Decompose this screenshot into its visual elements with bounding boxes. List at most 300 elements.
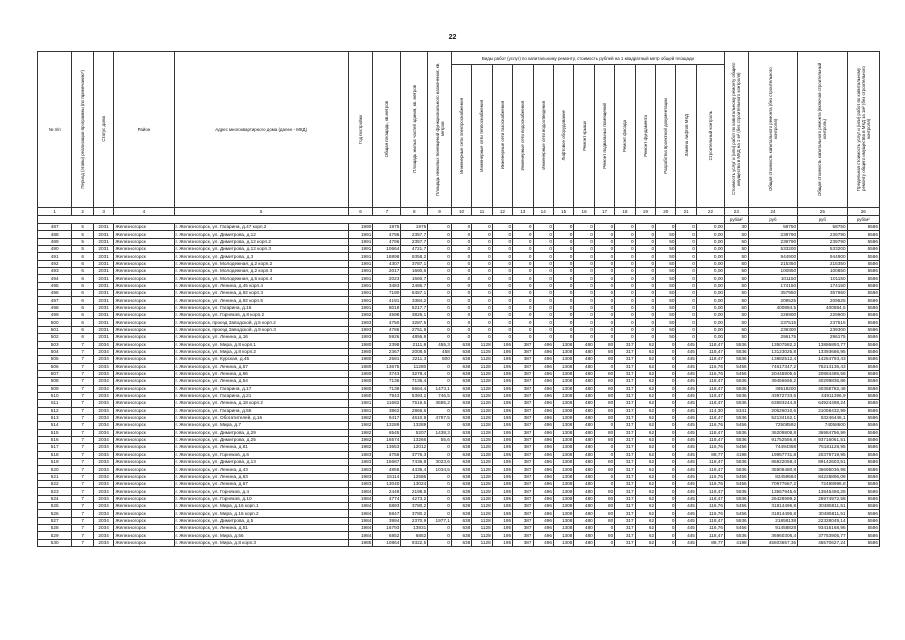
- table-cell: г. Железногорск, ул. Горняков, д.8 корп.2: [174, 312, 348, 319]
- table-cell: 5586: [847, 224, 879, 231]
- table-cell: г. Железногорск, ул. Ленина, д.43: [174, 466, 348, 473]
- table-cell: 0: [615, 275, 635, 282]
- table-cell: 0: [574, 260, 594, 267]
- table-cell: 13289: [373, 422, 401, 429]
- table-cell: 62: [635, 356, 655, 363]
- table-cell: Железногорск: [114, 246, 174, 253]
- table-cell: 62: [635, 400, 655, 407]
- table-cell: 0: [635, 290, 655, 297]
- table-cell: 0: [635, 319, 655, 326]
- table-cell: 0: [594, 224, 614, 231]
- table-cell: 7: [72, 436, 94, 443]
- table-cell: Железногорск: [114, 429, 174, 436]
- table-cell: 0: [574, 326, 594, 333]
- table-cell: 0: [553, 319, 573, 326]
- header-work-11: Разработка проектной документации: [656, 65, 676, 208]
- table-cell: 16574: [373, 436, 401, 443]
- table-cell: 116,76: [696, 481, 724, 488]
- table-cell: 5586: [847, 246, 879, 253]
- table-cell: 496: [533, 503, 553, 510]
- table-cell: 5: [72, 224, 94, 231]
- table-cell: 1983: [348, 481, 373, 488]
- table-cell: 5536: [725, 341, 749, 348]
- table-cell: 62: [635, 429, 655, 436]
- table-cell: 5847: [373, 510, 401, 517]
- table-cell: г. Железногорск, ул. Гагарина, д.21: [174, 392, 348, 399]
- table-cell: г. Железногорск, ул. Димитрова, д.3: [174, 253, 348, 260]
- table-cell: 2034: [93, 341, 113, 348]
- table-cell: 195: [492, 422, 512, 429]
- table-cell: 5586: [847, 238, 879, 245]
- table-cell: г. Железногорск, ул. Гагарина, д.16: [174, 304, 348, 311]
- table-cell: 4786: [373, 326, 401, 333]
- table-cell: 0: [513, 326, 533, 333]
- table-cell: 5536: [725, 436, 749, 443]
- table-cell: 86822058,4: [748, 459, 797, 466]
- table-row: [38, 510, 880, 517]
- table-cell: 0,00: [696, 290, 724, 297]
- table-cell: 62: [635, 407, 655, 414]
- table-cell: 1128: [472, 488, 492, 495]
- table-cell: 80: [594, 407, 614, 414]
- table-cell: 7: [72, 429, 94, 436]
- table-cell: 0: [553, 326, 573, 333]
- table-cell: 5: [72, 246, 94, 253]
- table-cell: 0: [656, 392, 676, 399]
- table-cell: 58750: [798, 224, 847, 231]
- table-cell: 7: [72, 414, 94, 421]
- table-cell: 0: [428, 481, 452, 488]
- header-living-area: Площадь жилых частей здания, кв. метров: [401, 52, 428, 208]
- table-cell: 1980: [348, 378, 373, 385]
- table-cell: 0: [594, 304, 614, 311]
- table-cell: 0: [594, 326, 614, 333]
- table-cell: 13675: [373, 363, 401, 370]
- table-cell: 1982: [348, 429, 373, 436]
- table-cell: 480: [574, 392, 594, 399]
- table-cell: 237515: [748, 319, 797, 326]
- table-cell: 521: [38, 473, 72, 480]
- table-cell: 638: [451, 370, 471, 377]
- table-cell: 239300: [748, 326, 797, 333]
- table-cell: 3384,2: [401, 297, 428, 304]
- table-cell: 2034: [93, 378, 113, 385]
- table-cell: г. Железногорск, проезд Заводской, д.5 корп.2: [174, 319, 348, 326]
- table-cell: 195: [492, 466, 512, 473]
- table-cell: 0: [533, 260, 553, 267]
- table-cell: 50: [725, 268, 749, 275]
- unit-total-cost-control: руб: [798, 216, 847, 224]
- capital-repair-register-table: [37, 51, 880, 547]
- table-cell: 62: [635, 392, 655, 399]
- table-cell: 7: [72, 363, 94, 370]
- table-cell: 0: [451, 224, 471, 231]
- table-cell: 0: [553, 312, 573, 319]
- table-cell: Железногорск: [114, 370, 174, 377]
- table-cell: 50: [725, 290, 749, 297]
- table-cell: 195: [492, 414, 512, 421]
- table-cell: 50: [725, 238, 749, 245]
- table-cell: 0: [656, 385, 676, 392]
- table-cell: 0: [635, 282, 655, 289]
- table-cell: 480: [574, 429, 594, 436]
- table-cell: 5586: [847, 517, 879, 524]
- column-number: 4: [114, 208, 174, 216]
- table-cell: г. Железногорск, ул. Горняков, д.6: [174, 451, 348, 458]
- header-total-cost: Общая стоимость капитального ремонта (без строительного контроля): [748, 52, 797, 208]
- table-cell: 2866,6: [401, 407, 428, 414]
- table-cell: 1984: [348, 495, 373, 502]
- table-cell: 296175: [798, 334, 847, 341]
- table-cell: 2034: [93, 370, 113, 377]
- table-cell: 0: [553, 260, 573, 267]
- table-cell: 530: [38, 539, 72, 546]
- table-cell: 480: [574, 444, 594, 451]
- table-cell: Железногорск: [114, 253, 174, 260]
- table-cell: 0: [615, 290, 635, 297]
- table-cell: 7190: [373, 290, 401, 297]
- table-cell: 7: [72, 400, 94, 407]
- table-row: [38, 231, 880, 238]
- table-row: [38, 334, 880, 341]
- table-cell: 5586: [847, 370, 879, 377]
- table-cell: 445: [676, 414, 696, 421]
- table-cell: 525: [38, 503, 72, 510]
- table-cell: 387: [513, 481, 533, 488]
- table-cell: 5586: [847, 312, 879, 319]
- table-cell: 19957731,8: [748, 451, 797, 458]
- table-cell: Железногорск: [114, 363, 174, 370]
- table-cell: 0: [513, 334, 533, 341]
- table-cell: 0: [635, 275, 655, 282]
- table-cell: 0: [428, 231, 452, 238]
- table-cell: 118,47: [696, 392, 724, 399]
- table-cell: 445: [676, 400, 696, 407]
- header-work-10: Ремонт фундамента: [635, 65, 655, 208]
- table-cell: 0: [472, 268, 492, 275]
- table-cell: 13931: [401, 525, 428, 532]
- table-row: [38, 503, 880, 510]
- table-cell: 0: [553, 246, 573, 253]
- table-cell: 4855: [373, 466, 401, 473]
- table-cell: 0: [594, 290, 614, 297]
- table-cell: 4598: [373, 312, 401, 319]
- table-cell: 317: [615, 495, 635, 502]
- table-cell: 1980: [348, 392, 373, 399]
- table-row: [38, 539, 880, 546]
- table-cell: 0: [451, 326, 471, 333]
- table-cell: 1128: [472, 348, 492, 355]
- table-cell: г. Железногорск, ул. Ленина, д.92 корп.5: [174, 297, 348, 304]
- table-cell: 0: [635, 312, 655, 319]
- table-cell: 496: [533, 363, 553, 370]
- table-cell: 493: [38, 268, 72, 275]
- table-cell: 0: [594, 260, 614, 267]
- table-cell: 2034: [93, 525, 113, 532]
- header-total-area: Общая площадь, кв.метров: [373, 52, 401, 208]
- table-cell: 6852: [373, 532, 401, 539]
- table-cell: 1980: [348, 356, 373, 363]
- table-cell: 515: [38, 429, 72, 436]
- table-cell: 0: [428, 253, 452, 260]
- table-cell: 317: [615, 481, 635, 488]
- table-cell: 0: [553, 231, 573, 238]
- table-cell: 445: [676, 503, 696, 510]
- table-cell: 638: [451, 436, 471, 443]
- table-cell: 1128: [472, 459, 492, 466]
- table-cell: 62: [635, 385, 655, 392]
- table-cell: 0: [428, 539, 452, 546]
- table-cell: 638: [451, 378, 471, 385]
- table-cell: 116,76: [696, 422, 724, 429]
- table-cell: 80: [594, 517, 614, 524]
- table-cell: 62: [635, 503, 655, 510]
- table-cell: г. Железногорск, ул. Димитрова, д.12: [174, 231, 348, 238]
- table-cell: Железногорск: [114, 407, 174, 414]
- table-cell: 2031: [93, 326, 113, 333]
- table-cell: 445: [676, 473, 696, 480]
- table-cell: 1128: [472, 363, 492, 370]
- table-cell: 0: [574, 334, 594, 341]
- header-work-5: Инженерные сети водоотведения: [533, 65, 553, 208]
- table-cell: 0: [594, 525, 614, 532]
- table-cell: 526: [38, 510, 72, 517]
- table-cell: 0: [451, 231, 471, 238]
- table-cell: 1308: [553, 459, 573, 466]
- header-control: Строительный контроль: [696, 65, 724, 208]
- unit-cost-per-m2: руб/м²: [725, 216, 749, 224]
- table-row: [38, 422, 880, 429]
- table-cell: 0: [451, 290, 471, 297]
- header-cost-per-m2: Стоимость услуг и (или) работ по капитальному ремонту общего имущества в МКД на 1 м² (без строительного контроля): [725, 52, 749, 208]
- table-cell: г. Железногорск, ул. Ленина, д.67: [174, 481, 348, 488]
- table-cell: 480: [574, 356, 594, 363]
- table-cell: 11682: [373, 400, 401, 407]
- table-cell: 1308: [553, 356, 573, 363]
- table-cell: 1308: [553, 525, 573, 532]
- table-cell: 0: [428, 473, 452, 480]
- table-cell: 0: [635, 231, 655, 238]
- column-number: 22: [696, 208, 724, 216]
- table-cell: 2031: [93, 246, 113, 253]
- table-cell: 0: [513, 297, 533, 304]
- table-cell: 0: [428, 224, 452, 231]
- table-cell: 84228896,08: [798, 473, 847, 480]
- table-cell: 0: [656, 473, 676, 480]
- table-cell: 387: [513, 517, 533, 524]
- header-no: № п/п: [38, 52, 72, 208]
- column-number: 23: [725, 208, 749, 216]
- table-cell: 317: [615, 363, 635, 370]
- table-cell: г. Железногорск, ул. Ленина, д.63: [174, 473, 348, 480]
- table-cell: 2398: [373, 341, 401, 348]
- table-cell: 0: [472, 297, 492, 304]
- table-cell: 533200: [748, 246, 797, 253]
- table-cell: 0: [656, 414, 676, 421]
- table-cell: 5456: [725, 481, 749, 488]
- table-cell: 528: [38, 525, 72, 532]
- table-cell: 0: [574, 253, 594, 260]
- header-work-4: Инженерные сети водоснабжения: [513, 65, 533, 208]
- header-status: Статус дома: [93, 52, 113, 208]
- table-cell: 215350: [748, 260, 797, 267]
- table-cell: 0: [513, 282, 533, 289]
- table-cell: 1983: [348, 473, 373, 480]
- table-cell: 1308: [553, 510, 573, 517]
- table-cell: 1128: [472, 539, 492, 546]
- table-cell: 3825,1: [401, 312, 428, 319]
- table-cell: 1128: [472, 422, 492, 429]
- table-cell: Железногорск: [114, 532, 174, 539]
- table-row: [38, 481, 880, 488]
- table-cell: 529: [38, 532, 72, 539]
- table-cell: 0: [553, 334, 573, 341]
- table-cell: Железногорск: [114, 466, 174, 473]
- table-cell: 1128: [472, 481, 492, 488]
- table-cell: 62: [635, 473, 655, 480]
- table-cell: 2034: [93, 488, 113, 495]
- table-cell: 0: [472, 312, 492, 319]
- table-cell: 195: [492, 517, 512, 524]
- table-cell: Железногорск: [114, 378, 174, 385]
- table-cell: 506: [38, 363, 72, 370]
- table-cell: 3685,2: [428, 400, 452, 407]
- table-cell: 50: [656, 268, 676, 275]
- table-cell: 387: [513, 510, 533, 517]
- table-cell: 0: [594, 444, 614, 451]
- header-work-2: Инженерные сети теплоснабжения: [472, 65, 492, 208]
- table-cell: 0: [656, 444, 676, 451]
- table-cell: 6: [72, 290, 94, 297]
- table-row: [38, 436, 880, 443]
- table-cell: 0,00: [696, 260, 724, 267]
- table-cell: 480: [574, 436, 594, 443]
- table-cell: 0: [656, 436, 676, 443]
- table-cell: 445: [676, 422, 696, 429]
- table-cell: г. Железногорск, ул. Горняков, д.10: [174, 495, 348, 502]
- table-cell: г. Железногорск, ул. Димитрова, д.13: [174, 459, 348, 466]
- table-row: [38, 238, 880, 245]
- table-cell: 4198: [725, 451, 749, 458]
- table-cell: 518: [38, 451, 72, 458]
- table-cell: 516: [38, 436, 72, 443]
- table-cell: 7: [72, 392, 94, 399]
- table-cell: 387: [513, 407, 533, 414]
- table-cell: 0: [451, 238, 471, 245]
- table-cell: 0: [594, 297, 614, 304]
- table-cell: 2034: [93, 422, 113, 429]
- table-cell: 0: [428, 407, 452, 414]
- table-cell: 1128: [472, 370, 492, 377]
- table-cell: 80: [594, 400, 614, 407]
- table-cell: 0: [451, 253, 471, 260]
- table-cell: 2034: [93, 495, 113, 502]
- table-cell: 174150: [798, 282, 847, 289]
- table-cell: 88,77: [696, 539, 724, 546]
- table-cell: 2034: [93, 348, 113, 355]
- table-cell: 1980: [348, 385, 373, 392]
- table-cell: 50: [725, 253, 749, 260]
- table-cell: 116,76: [696, 503, 724, 510]
- table-cell: 1980: [348, 370, 373, 377]
- table-cell: 195: [492, 481, 512, 488]
- table-row: [38, 378, 880, 385]
- table-cell: 1308: [553, 444, 573, 451]
- table-cell: 0: [594, 539, 614, 546]
- table-cell: 0: [615, 268, 635, 275]
- table-cell: 445: [676, 495, 696, 502]
- table-cell: 496: [533, 429, 553, 436]
- table-cell: 0: [472, 326, 492, 333]
- table-cell: 0: [492, 326, 512, 333]
- table-cell: 62: [635, 510, 655, 517]
- table-cell: 2034: [93, 532, 113, 539]
- table-cell: Железногорск: [114, 444, 174, 451]
- table-cell: 1308: [553, 370, 573, 377]
- table-row: [38, 297, 880, 304]
- table-cell: 445: [676, 510, 696, 517]
- table-cell: 0: [472, 275, 492, 282]
- column-number: 2: [72, 208, 94, 216]
- table-cell: 1128: [472, 466, 492, 473]
- table-cell: 1984: [348, 488, 373, 495]
- table-cell: 0: [492, 334, 512, 341]
- table-cell: 6: [72, 268, 94, 275]
- table-cell: 7: [72, 407, 94, 414]
- table-cell: Железногорск: [114, 282, 174, 289]
- table-cell: 496: [533, 392, 553, 399]
- table-cell: 0: [615, 224, 635, 231]
- table-cell: 62: [635, 414, 655, 421]
- table-cell: 0: [472, 282, 492, 289]
- table-cell: 3780,2: [401, 503, 428, 510]
- table-cell: 0: [656, 510, 676, 517]
- table-cell: 0: [428, 334, 452, 341]
- table-cell: 0,00: [696, 268, 724, 275]
- table-cell: 1308: [553, 451, 573, 458]
- table-cell: г. Железногорск, ул. Гагарина, д.55: [174, 407, 348, 414]
- table-cell: 445: [676, 532, 696, 539]
- table-cell: 11280: [401, 363, 428, 370]
- table-cell: 317: [615, 466, 635, 473]
- table-cell: 638: [451, 444, 471, 451]
- table-cell: 195: [492, 429, 512, 436]
- table-cell: 13507582,2: [748, 341, 797, 348]
- table-cell: 0: [635, 334, 655, 341]
- table-cell: 0: [656, 407, 676, 414]
- table-cell: 3787,1: [401, 260, 428, 267]
- table-cell: 638: [451, 414, 471, 421]
- table-cell: Железногорск: [114, 495, 174, 502]
- table-row: [38, 370, 880, 377]
- table-cell: 50: [656, 231, 676, 238]
- table-cell: 523: [38, 488, 72, 495]
- table-cell: 496: [533, 525, 553, 532]
- table-cell: 195: [492, 488, 512, 495]
- table-cell: 2034: [93, 400, 113, 407]
- table-cell: 0: [451, 334, 471, 341]
- table-cell: 1308: [553, 495, 573, 502]
- table-cell: 4307: [373, 260, 401, 267]
- table-cell: 9358,2: [401, 253, 428, 260]
- table-cell: 517: [38, 444, 72, 451]
- table-cell: 0: [513, 253, 533, 260]
- table-cell: 317: [615, 525, 635, 532]
- table-cell: 0: [594, 246, 614, 253]
- table-cell: 0: [574, 297, 594, 304]
- table-cell: 480: [574, 400, 594, 407]
- table-cell: 80: [594, 503, 614, 510]
